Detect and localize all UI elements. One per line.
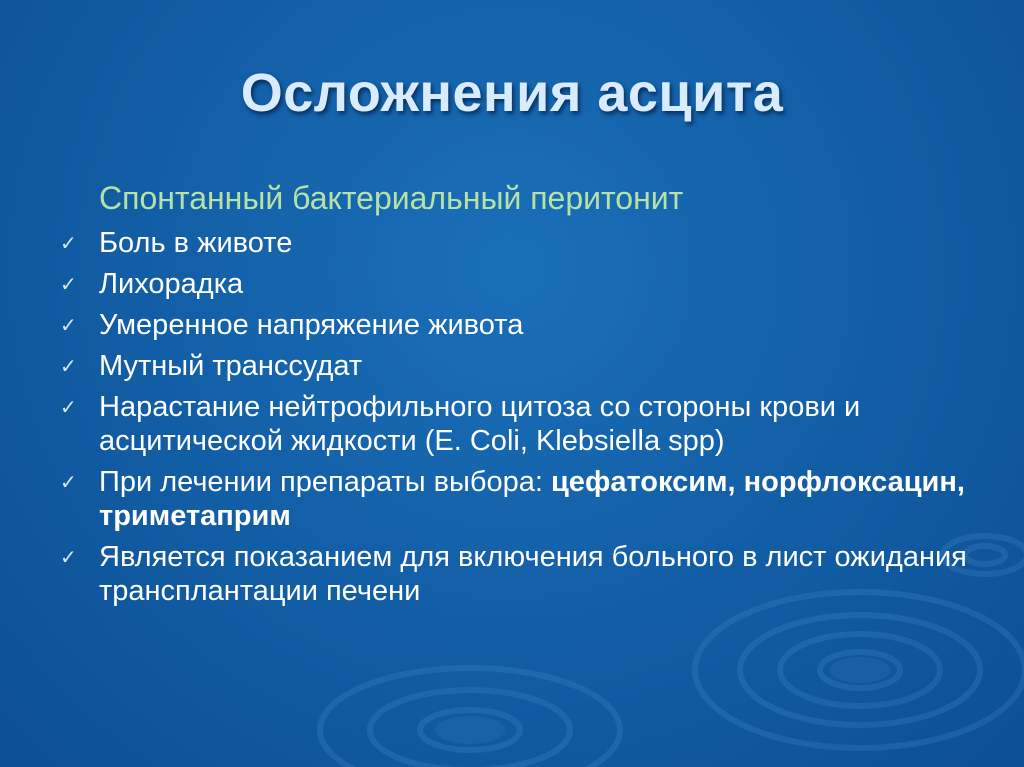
- list-item: [60, 308, 980, 342]
- list-item-text: Мутный транссудат: [99, 350, 363, 382]
- list-item: [60, 267, 980, 301]
- list-item-text: Является показанием для включения больного в лист ожидания трансплантации печени: [99, 541, 967, 607]
- list-item: [60, 226, 980, 260]
- list-item: [60, 465, 980, 533]
- check-mark-icon: ✓: [60, 545, 77, 569]
- check-mark-icon: ✓: [60, 272, 77, 296]
- bullet-list: [60, 226, 980, 615]
- list-item-bold-text: цефатоксим, норфлоксацин, триметаприм: [99, 466, 965, 532]
- check-mark-icon: ✓: [60, 395, 77, 419]
- check-mark-icon: ✓: [60, 470, 77, 494]
- list-item-text: Боль в животе: [99, 227, 293, 259]
- list-item: [60, 390, 980, 458]
- list-item-text: При лечении препараты выбора:: [99, 466, 551, 498]
- list-item-text: Умеренное напряжение живота: [99, 309, 524, 341]
- check-mark-icon: ✓: [60, 354, 77, 378]
- slide-subtitle: Спонтанный бактериальный перитонит: [99, 180, 684, 216]
- slide-title: Осложнения асцита: [240, 63, 784, 123]
- list-item-text: Лихорадка: [99, 268, 244, 300]
- check-mark-icon: ✓: [60, 231, 77, 255]
- list-item: [60, 540, 980, 608]
- check-mark-icon: ✓: [60, 313, 77, 337]
- list-item-text: Нарастание нейтрофильного цитоза со стороны крови и асцитической жидкости (E. Coli, Klebsiella spp): [99, 391, 861, 457]
- list-item: [60, 349, 980, 383]
